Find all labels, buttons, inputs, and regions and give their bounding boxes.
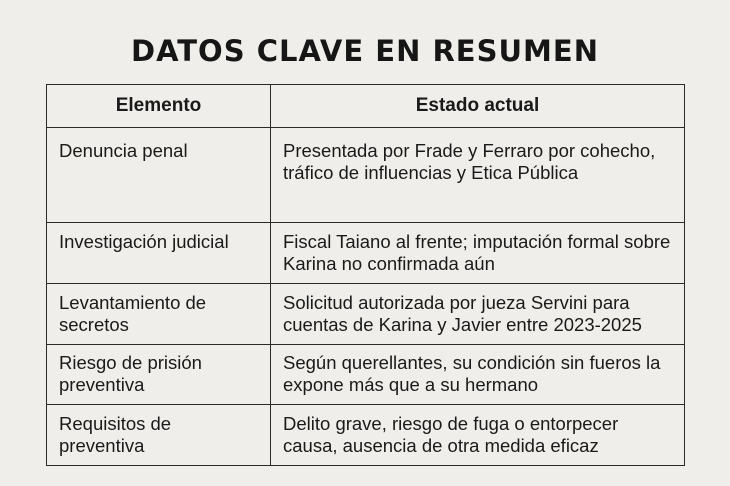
row-status-cell: Delito grave, riesgo de fuga o entorpecer causa, ausencia de otra medida eficaz (271, 405, 685, 466)
table-row (47, 284, 685, 345)
table-row (47, 345, 685, 405)
table-row (47, 128, 685, 223)
row-element-cell: Requisitos de preventiva (47, 405, 271, 466)
row-status-cell: Solicitud autorizada por jueza Servini para cuentas de Karina y Javier entre 2023-2025 (271, 284, 685, 345)
row-element-cell: Levantamiento de secretos (47, 284, 271, 345)
row-element-cell: Denuncia penal (47, 128, 271, 223)
column-header-element: Elemento (47, 85, 271, 128)
page-title: DATOS CLAVE EN RESUMEN (131, 34, 599, 68)
row-element-cell: Riesgo de prisión preventiva (47, 345, 271, 405)
row-status-cell: Presentada por Frade y Ferraro por cohecho, tráfico de influencias y Etica Pública (271, 128, 685, 223)
column-header-status: Estado actual (271, 85, 685, 128)
row-status-cell: Según querellantes, su condición sin fueros la expone más que a su hermano (271, 345, 685, 405)
table-row (47, 405, 685, 466)
table-header-row (47, 85, 685, 128)
table-row (47, 223, 685, 284)
row-status-cell: Fiscal Taiano al frente; imputación formal sobre Karina no confirmada aún (271, 223, 685, 284)
summary-table (46, 84, 685, 466)
row-element-cell: Investigación judicial (47, 223, 271, 284)
